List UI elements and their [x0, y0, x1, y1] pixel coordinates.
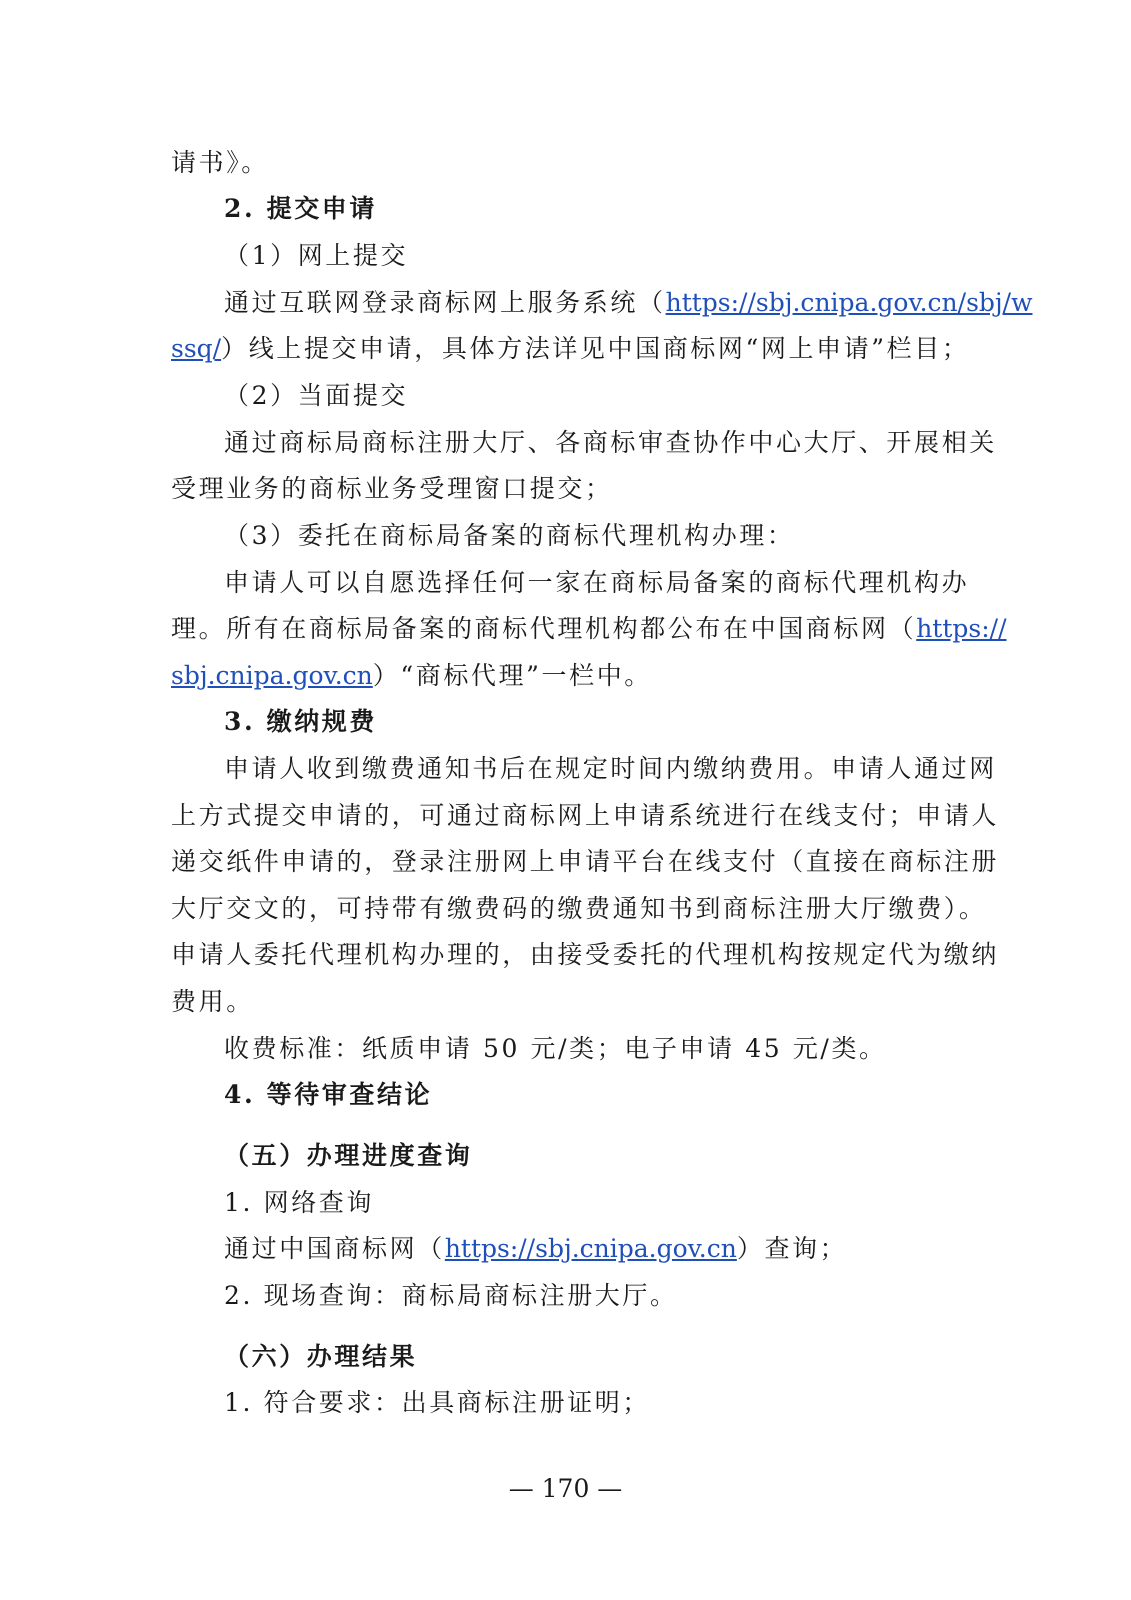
heading-submit-application: 2. 提交申请: [224, 194, 378, 223]
paragraph-line: 请书》。: [171, 148, 269, 177]
online-service-link-cont[interactable]: ssq/: [171, 334, 222, 363]
list-item: 2. 现场查询：商标局商标注册大厅。: [224, 1281, 678, 1310]
text-span: 理。所有在商标局备案的商标代理机构都公布在中国商标网（: [171, 614, 917, 643]
heading-progress-query: （五）办理进度查询: [224, 1141, 473, 1170]
paragraph-line: [171, 332, 971, 366]
heading-result: （六）办理结果: [224, 1342, 418, 1371]
paragraph-line: 递交纸件申请的，登录注册网上申请平台在线支付（直接在商标注册: [171, 847, 1000, 876]
online-service-link[interactable]: https://sbj.cnipa.gov.cn/sbj/w: [665, 288, 1033, 317]
paragraph-line: 受理业务的商标业务受理窗口提交；: [171, 474, 613, 503]
trademark-site-link[interactable]: https://: [916, 614, 1007, 643]
text-span: ）查询；: [736, 1234, 848, 1263]
paragraph-line: [171, 659, 971, 693]
paragraph-line: 申请人收到缴费通知书后在规定时间内缴纳费用。申请人通过网: [224, 754, 997, 783]
fee-standard: 收费标准：纸质申请 50 元/类；电子申请 45 元/类。: [224, 1034, 887, 1063]
paragraph-line: 上方式提交申请的，可通过商标网上申请系统进行在线支付；申请人: [171, 801, 1000, 830]
text-span: ）线上提交申请，具体方法详见中国商标网“网上申请”栏目；: [221, 334, 970, 363]
heading-pay-fees: 3. 缴纳规费: [224, 707, 378, 736]
subheading-agency-submit: （3）委托在商标局备案的商标代理机构办理：: [224, 521, 795, 550]
list-item: 1. 符合要求：出具商标注册证明；: [224, 1388, 651, 1417]
heading-await-review: 4. 等待审查结论: [224, 1080, 433, 1109]
text-span: 通过中国商标网（: [224, 1234, 445, 1263]
paragraph-line: [224, 286, 1033, 320]
list-item: 1. 网络查询: [224, 1188, 374, 1217]
paragraph-line: [171, 612, 1007, 646]
paragraph-line: 通过商标局商标注册大厅、各商标审查协作中心大厅、开展相关: [224, 428, 997, 457]
query-site-link[interactable]: https://sbj.cnipa.gov.cn: [444, 1234, 737, 1263]
paragraph-line: [224, 1232, 1024, 1266]
paragraph-line: 申请人可以自愿选择任何一家在商标局备案的商标代理机构办: [224, 568, 970, 597]
text-span: 通过互联网登录商标网上服务系统（: [224, 288, 666, 317]
paragraph-line: 费用。: [171, 987, 254, 1016]
paragraph-line: 大厅交文的，可持带有缴费码的缴费通知书到商标注册大厅缴费）。: [171, 894, 987, 923]
subheading-in-person-submit: （2）当面提交: [224, 381, 409, 410]
text-span: ）“商标代理”一栏中。: [372, 661, 652, 690]
page-number: — 170 —: [508, 1474, 623, 1503]
trademark-site-link-cont[interactable]: sbj.cnipa.gov.cn: [171, 661, 373, 690]
paragraph-line: 申请人委托代理机构办理的，由接受委托的代理机构按规定代为缴纳: [171, 940, 1000, 969]
subheading-online-submit: （1）网上提交: [224, 241, 409, 270]
